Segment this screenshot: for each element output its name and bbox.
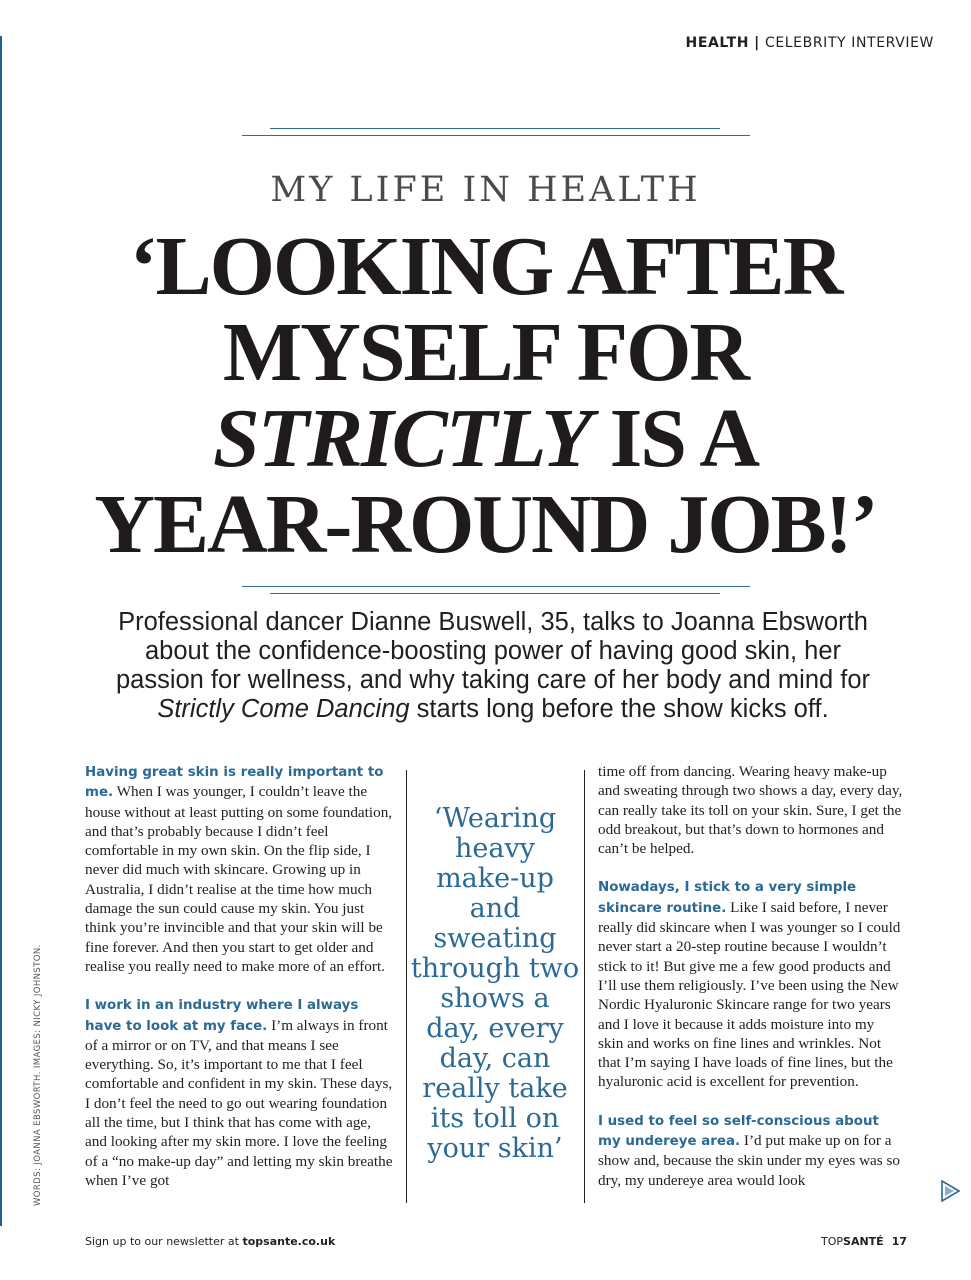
paragraph xyxy=(598,877,903,1091)
column-3 xyxy=(598,762,903,1209)
headline-line-3 xyxy=(0,392,971,485)
brand-light: TOP xyxy=(821,1235,844,1248)
column-divider-right xyxy=(584,770,585,1203)
paragraph xyxy=(85,995,395,1190)
left-edge-rule xyxy=(0,36,2,1226)
headline-line-3-rest: IS A xyxy=(590,392,759,485)
newsletter-link[interactable]: topsante.co.uk xyxy=(242,1235,336,1248)
pull-quote: ‘Wearing heavy make-up and sweating through two shows a day, every day, can really take its toll on your skin’ xyxy=(410,803,580,1164)
section-name: HEALTH xyxy=(685,35,750,51)
paragraph-text: I’m always in front of a mirror or on TV, and that means I see everything. So, it’s important to me that I feel comfortable and confident in my skin. These days, I don’t feel the need to go out wearing foundation all the time, but I think that has come with age, and looking after my skin more. I love the feeling of a “no make-up day” and letting my skin breathe when I’ve got xyxy=(85,1016,393,1189)
column-divider-left xyxy=(406,770,407,1203)
photo-credit: WORDS: JOANNA EBSWORTH. IMAGES: NICKY JOHNSTON. xyxy=(33,944,43,1206)
subsection-name: CELEBRITY INTERVIEW xyxy=(764,35,934,51)
section-tag xyxy=(686,35,934,51)
paragraph-text: Like I said before, I never really did skincare when I was younger so I could never start a 20-step routine because I wouldn’t stick to it! But give me a few good products and I’ll use them religiously. I’ve been using the New Nordic Hyaluronic Skincare range for two years and I love it because it adds moisture into my skin and works on fine lines and wrinkles. Not that I’m saying I have loads of fine lines, but the hyaluronic acid is excellent for prevention. xyxy=(598,898,901,1091)
paragraph-text: time off from dancing. Wearing heavy make-up and sweating through two shows a day, every day, can really take its toll on your skin. Sure, I get the odd breakout, but that’s down to hormones and can’t be helped. xyxy=(598,763,903,858)
headline xyxy=(0,220,971,571)
page-number: 17 xyxy=(891,1235,907,1248)
paragraph-text: I’d put make up on for a show and, because the skin under my eyes was so dry, my undereye area would look xyxy=(598,1132,900,1189)
paragraph-lead: Nowadays, I stick to a very simple skincare routine. xyxy=(598,880,857,916)
newsletter-line xyxy=(85,1235,335,1248)
newsletter-prefix: Sign up to our newsletter at xyxy=(85,1235,243,1248)
headline-line-1: ‘LOOKING AFTER xyxy=(129,220,842,313)
column-1 xyxy=(85,762,395,1209)
paragraph-text: When I was younger, I couldn’t leave the house without at least putting on some foundation, and that’s probably because I didn’t feel comfortable in my own skin. On the flip side, I never did much with skincare. Growing up in Australia, I didn’t realise at the time how much damage the sun could cause my skin. You just think you’re invincible and that your skin will be fine forever. And then you start to get older and realise you really need to make more of an effort. xyxy=(85,783,393,975)
paragraph-lead: Having great skin is really important to me. xyxy=(85,765,384,801)
paragraph xyxy=(85,762,395,976)
standfirst-text: Professional dancer Dianne Buswell, 35, talks to Joanna Ebsworth about the confidence-boosting power of having good skin, her passion for wellness, and why taking care of her body and mind for xyxy=(115,608,871,694)
headline-line-2: MYSELF FOR xyxy=(222,306,749,399)
paragraph-lead: I used to feel so self-conscious about my undereye area. xyxy=(598,1113,879,1150)
kicker: MY LIFE IN HEALTH xyxy=(270,170,701,210)
standfirst-show-title: Strictly Come Dancing xyxy=(157,695,410,723)
footer-brand xyxy=(821,1235,907,1248)
section-separator: | xyxy=(754,35,760,51)
paragraph xyxy=(598,1111,903,1190)
standfirst-end: starts long before the show kicks off. xyxy=(409,695,829,723)
brand-bold: SANTÉ xyxy=(843,1235,884,1248)
headline-line-4: YEAR-ROUND JOB!’ xyxy=(94,478,877,571)
paragraph xyxy=(598,762,903,858)
paragraph-lead: I work in an industry where I always have to look at my face. xyxy=(85,998,359,1034)
headline-italic-show: STRICTLY xyxy=(212,392,591,485)
triangle-arrow-icon[interactable] xyxy=(940,1180,960,1202)
standfirst xyxy=(110,608,876,724)
